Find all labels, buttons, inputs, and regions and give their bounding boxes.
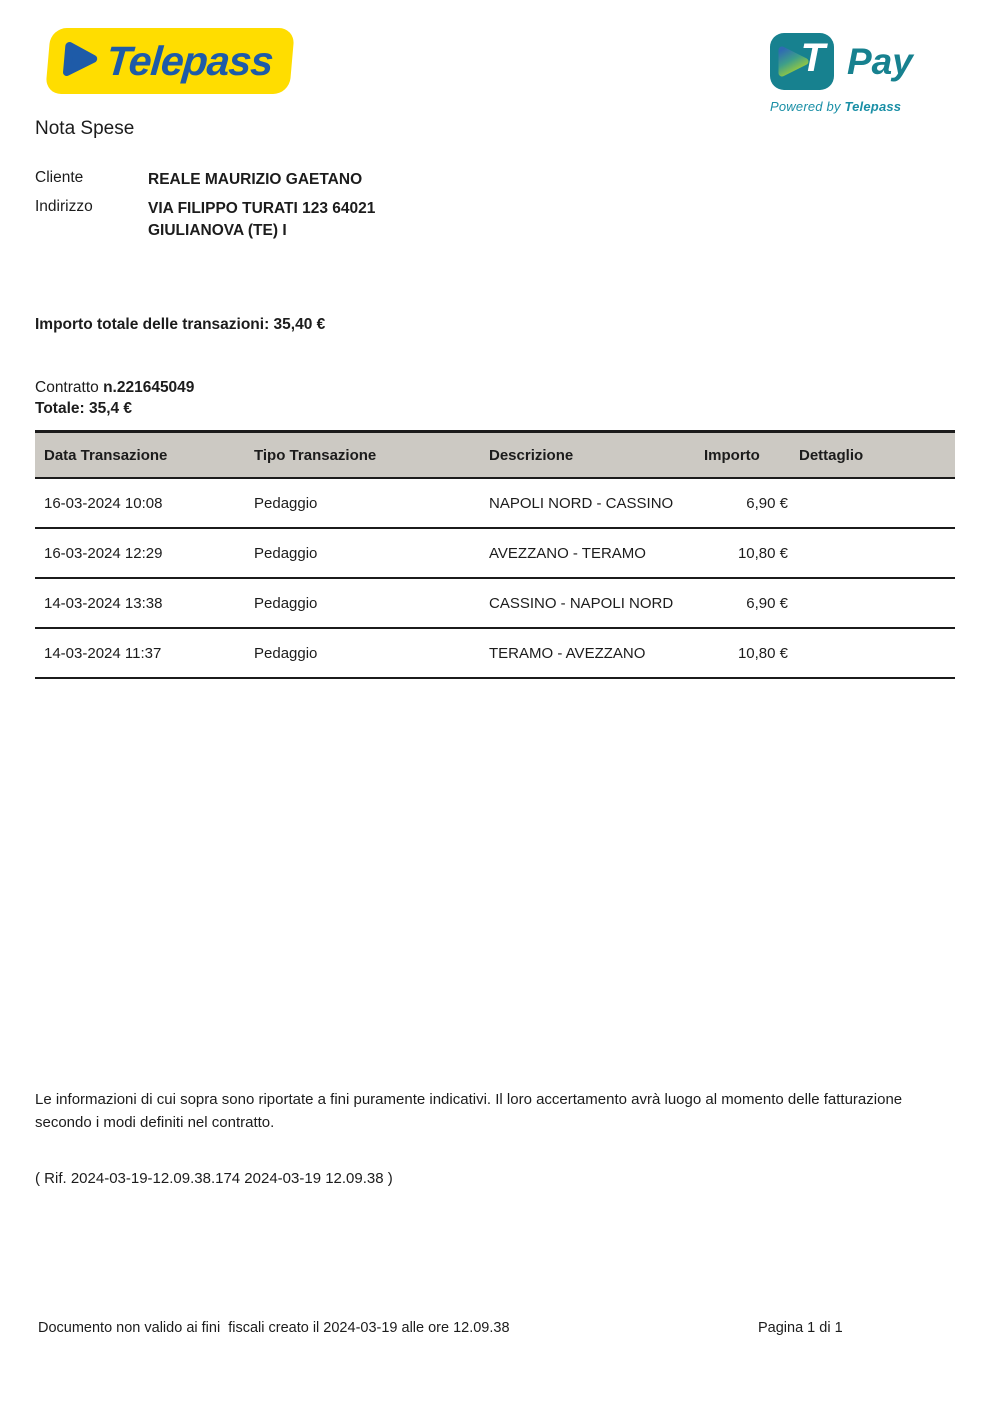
cell-description: AVEZZANO - TERAMO	[480, 528, 695, 578]
telepass-logo	[45, 28, 295, 94]
cell-amount: 6,90 €	[695, 578, 790, 628]
contract-label: Contratto	[35, 379, 104, 396]
header-detail: Dettaglio	[790, 432, 955, 479]
cell-detail	[790, 628, 955, 678]
table-row	[35, 628, 955, 678]
client-label: Cliente	[35, 169, 84, 186]
telepass-play-icon	[59, 38, 101, 85]
address-value	[148, 198, 375, 242]
cell-date: 16-03-2024 12:29	[35, 528, 245, 578]
address-line1: VIA FILIPPO TURATI 123 64021	[148, 200, 376, 217]
cell-type: Pedaggio	[245, 528, 480, 578]
cell-description: NAPOLI NORD - CASSINO	[480, 478, 695, 528]
cell-detail	[790, 478, 955, 528]
cell-date: 16-03-2024 10:08	[35, 478, 245, 528]
cell-type: Pedaggio	[245, 628, 480, 678]
tpay-logo-square	[770, 33, 834, 90]
header-type: Tipo Transazione	[245, 432, 480, 479]
table-row	[35, 578, 955, 628]
tpay-t-letter: T	[800, 36, 825, 80]
table-header-row	[35, 432, 955, 479]
validity-note: Documento non valido ai fini fiscali creato il 2024-03-19 alle ore 12.09.38	[38, 1320, 510, 1336]
contract-number: n.221645049	[103, 379, 195, 396]
transactions-table	[35, 430, 955, 679]
powered-by-telepass	[770, 99, 970, 114]
contract-total: Totale: 35,4 €	[35, 400, 133, 417]
table-row	[35, 478, 955, 528]
cell-detail	[790, 528, 955, 578]
telepass-logo-text: Telepass	[104, 37, 275, 84]
cell-amount: 10,80 €	[695, 628, 790, 678]
cell-description: CASSINO - NAPOLI NORD	[480, 578, 695, 628]
cell-amount: 10,80 €	[695, 528, 790, 578]
transactions-body	[35, 478, 955, 678]
cell-detail	[790, 578, 955, 628]
address-row	[35, 198, 375, 242]
cell-description: TERAMO - AVEZZANO	[480, 628, 695, 678]
page-title: Nota Spese	[35, 118, 135, 139]
cell-type: Pedaggio	[245, 478, 480, 528]
reference-line: ( Rif. 2024-03-19-12.09.38.174 2024-03-19 12.09.38 )	[35, 1170, 393, 1187]
powered-by-brand: Telepass	[844, 99, 902, 114]
contract-line	[35, 377, 194, 398]
client-row	[35, 169, 375, 191]
cell-amount: 6,90 €	[695, 478, 790, 528]
cell-date: 14-03-2024 13:38	[35, 578, 245, 628]
address-label: Indirizzo	[35, 198, 93, 215]
client-info-block	[35, 169, 375, 249]
contract-block	[35, 377, 194, 419]
address-line2: GIULIANOVA (TE) I	[148, 222, 287, 239]
cell-date: 14-03-2024 11:37	[35, 628, 245, 678]
cell-type: Pedaggio	[245, 578, 480, 628]
tpay-logo	[770, 33, 970, 114]
header-date: Data Transazione	[35, 432, 245, 479]
client-value: REALE MAURIZIO GAETANO	[148, 171, 363, 188]
table-row	[35, 528, 955, 578]
total-transactions-line: Importo totale delle transazioni: 35,40 €	[35, 316, 326, 333]
header-description: Descrizione	[480, 432, 695, 479]
tpay-pay-label: Pay	[847, 41, 913, 82]
header-amount: Importo	[695, 432, 790, 479]
page-indicator: Pagina 1 di 1	[758, 1320, 843, 1336]
disclaimer-text: Le informazioni di cui sopra sono riportate a fini puramente indicativi. Il loro accertamento avrà luogo al momento delle fatturazione secondo i modi definiti nel contratto.	[35, 1091, 903, 1131]
powered-by-prefix: Powered by	[770, 99, 845, 114]
